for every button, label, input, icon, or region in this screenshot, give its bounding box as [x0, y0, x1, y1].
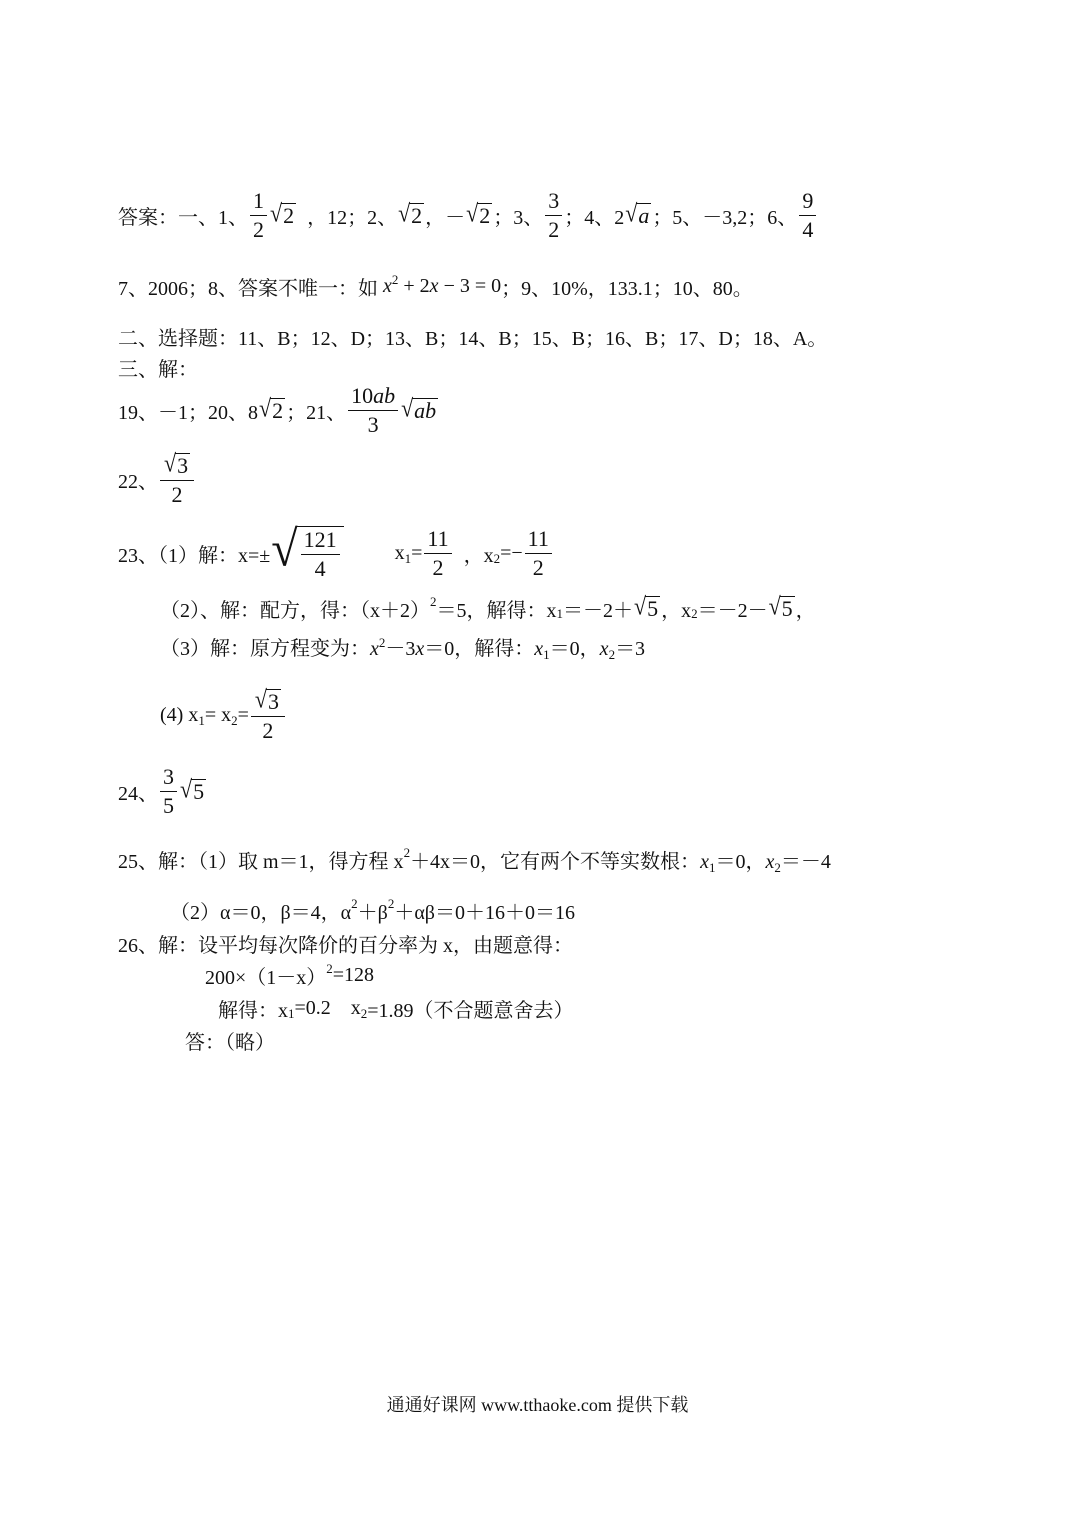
numerator: 3: [545, 190, 562, 216]
answer-line-17: [185, 1026, 275, 1055]
text-run: =0.2 x: [294, 997, 361, 1019]
denominator: 4: [802, 217, 814, 242]
radicand: 3: [267, 688, 279, 714]
radical-sign: √: [634, 592, 647, 621]
square-root: [398, 199, 424, 229]
text-run: ＋4x＝0，它有两个不等实数根：: [410, 851, 701, 873]
answer-line-12: [118, 845, 831, 874]
square-root: [259, 394, 285, 424]
radical-sign: √: [270, 199, 283, 228]
fraction: [424, 525, 451, 580]
square-root: [164, 449, 190, 478]
math-run: 2: [326, 961, 333, 976]
fraction: [160, 766, 177, 817]
denominator: 5: [163, 793, 174, 818]
math-run: 2: [691, 606, 698, 621]
fraction: [348, 385, 398, 436]
answer-line-10: [160, 685, 287, 743]
text-run: 23、（1）解：x=±: [118, 544, 271, 567]
answer-line-4: [118, 353, 198, 382]
square-root: [466, 199, 492, 229]
numerator: 1: [250, 190, 267, 216]
answer-line-3: [118, 322, 827, 351]
text-run: （2）α＝0，β＝4，α: [170, 902, 352, 924]
text-run: =128: [332, 964, 375, 986]
text-run: ＝－2－: [697, 600, 768, 622]
text-run: （2）、解：配方，得：（x＋2）: [160, 600, 430, 622]
text-run: 答案：一、1、: [118, 207, 248, 229]
math-run: $x_1=0$，$x_2=-4$: [700, 851, 831, 875]
radical-sign: √: [768, 592, 781, 621]
radicand: 2: [479, 203, 491, 229]
radicand: 2: [283, 203, 295, 229]
numerator: 10ab: [348, 385, 398, 411]
radicand: 5: [647, 596, 659, 622]
math-run: 2: [403, 845, 411, 860]
math-run: 2: [387, 896, 395, 911]
text-run: ；21、: [286, 402, 347, 424]
radicand: 3: [177, 452, 189, 478]
math-run: 2: [430, 594, 437, 609]
math-run: 1: [556, 606, 563, 621]
fraction: [799, 190, 816, 241]
answer-line-13: [170, 896, 575, 925]
text-run: 解得：x: [218, 1000, 288, 1022]
text-run: ；5、－3,2；6、: [652, 207, 798, 229]
text-run: 二、选择题：11、B；12、D；13、B；14、B；15、B；16、B；17、D；18、A。: [118, 328, 828, 350]
numerator: [160, 449, 194, 481]
answer-line-7: [118, 521, 554, 581]
text-run: ；9、10%，133.1；10、80。: [501, 278, 753, 300]
text-run: ，解得：: [454, 638, 535, 660]
text-run: ；3、: [493, 207, 544, 229]
text-run: ＋β: [357, 902, 388, 924]
fraction: [301, 529, 340, 580]
page-footer: 通通好课网 www.tthaoke.com 提供下载: [386, 1395, 689, 1415]
radicand: 5: [781, 596, 793, 622]
text-run: ＝－2＋: [563, 600, 633, 622]
denominator: 2: [262, 718, 274, 743]
square-root: [271, 521, 343, 581]
denominator: 2: [548, 217, 560, 242]
fraction: [525, 525, 552, 580]
text-run: ，x: [453, 544, 494, 567]
text-run: ，: [795, 600, 816, 622]
math-run: 1: [288, 1006, 295, 1021]
math-run: $_2$=−: [493, 541, 523, 566]
numerator: 9: [799, 190, 816, 216]
text-run: 26、解：设平均每次降价的百分率为 x，由题意得：: [118, 935, 573, 957]
square-root: [768, 592, 795, 622]
radical-sign: √: [466, 199, 479, 228]
radical-sign: √: [164, 449, 177, 478]
answer-line-8: [160, 594, 816, 623]
numerator: 11: [525, 528, 552, 554]
radical-sign: √: [401, 394, 414, 423]
text-run: 答：（略）: [185, 1032, 275, 1054]
answer-line-16: [218, 994, 574, 1023]
radicand: 2: [411, 203, 423, 229]
answer-line-2: [118, 272, 753, 301]
math-run: $x^2-3x=0$: [370, 635, 455, 660]
denominator: 2: [532, 554, 544, 580]
radical-sign: √: [398, 199, 411, 228]
text-run: 7、2006；8、答案不唯一：如: [118, 278, 383, 300]
radicand: ab: [414, 398, 437, 424]
radical-sign: √: [271, 521, 298, 578]
text-run: （3）解：原方程变为：: [160, 638, 370, 660]
math-run: 2: [360, 1006, 368, 1021]
numerator: 11: [424, 528, 451, 554]
answer-line-9: [160, 632, 645, 661]
answer-line-14: [118, 929, 573, 958]
square-root: [634, 592, 660, 622]
radical-sign: √: [625, 199, 638, 228]
fraction: [545, 190, 562, 241]
math-run: 2: [351, 896, 358, 911]
answer-line-11: [118, 766, 207, 817]
denominator: 2: [171, 482, 183, 507]
answer-line-6: [118, 449, 196, 507]
square-root: [625, 199, 651, 229]
text-run: 22、: [118, 470, 158, 493]
text-run: ，－: [425, 207, 466, 229]
radicand: 5: [193, 779, 205, 805]
text-run: 三、解：: [118, 359, 198, 381]
text-run: 19、－1；20、8: [118, 402, 258, 424]
denominator: 2: [253, 217, 264, 242]
answer-line-15: [205, 961, 374, 990]
text-run: ＝5，解得：x: [436, 600, 557, 622]
text-run: =1.89（不合题意舍去）: [367, 1000, 574, 1022]
math-run: $x^2 + 2x - 3 = 0$: [383, 272, 502, 297]
denominator: 2: [432, 554, 444, 580]
text-run: 200×（1－x）: [205, 967, 327, 989]
radicand: 2: [272, 398, 284, 424]
text-run: ；4、2: [564, 207, 625, 229]
square-root: [270, 199, 296, 229]
text-run: ，12；2、: [297, 207, 398, 229]
math-run: $x_1=$: [394, 541, 423, 566]
text-run: 25、解：（1）取 m＝1，得方程 x: [118, 851, 404, 873]
radicand: [297, 526, 344, 580]
text-run: ＋αβ＝0＋16＋0＝16: [394, 902, 575, 924]
sqrt-fraction: [160, 449, 194, 507]
math-run: (4) $x_1= x_2=$: [160, 703, 249, 728]
answer-line-1: [118, 190, 818, 241]
answer-line-5: [118, 385, 439, 436]
numerator: [251, 685, 285, 717]
text-run: ，x: [661, 600, 692, 622]
fraction: [250, 190, 267, 241]
square-root: [180, 775, 206, 805]
sqrt-fraction: [251, 685, 285, 743]
math-run: $x_1=0$，$x_2=3$: [534, 638, 646, 662]
numerator: 121: [301, 529, 340, 555]
radical-sign: √: [259, 394, 272, 423]
denominator: 3: [367, 412, 379, 437]
square-root: [254, 685, 281, 714]
radical-sign: √: [180, 775, 193, 804]
denominator: 4: [314, 556, 326, 581]
radical-sign: √: [254, 685, 267, 714]
square-root: [401, 394, 438, 424]
text-run: 24、: [118, 783, 158, 805]
numerator: 3: [160, 766, 177, 792]
radicand: a: [638, 203, 650, 229]
